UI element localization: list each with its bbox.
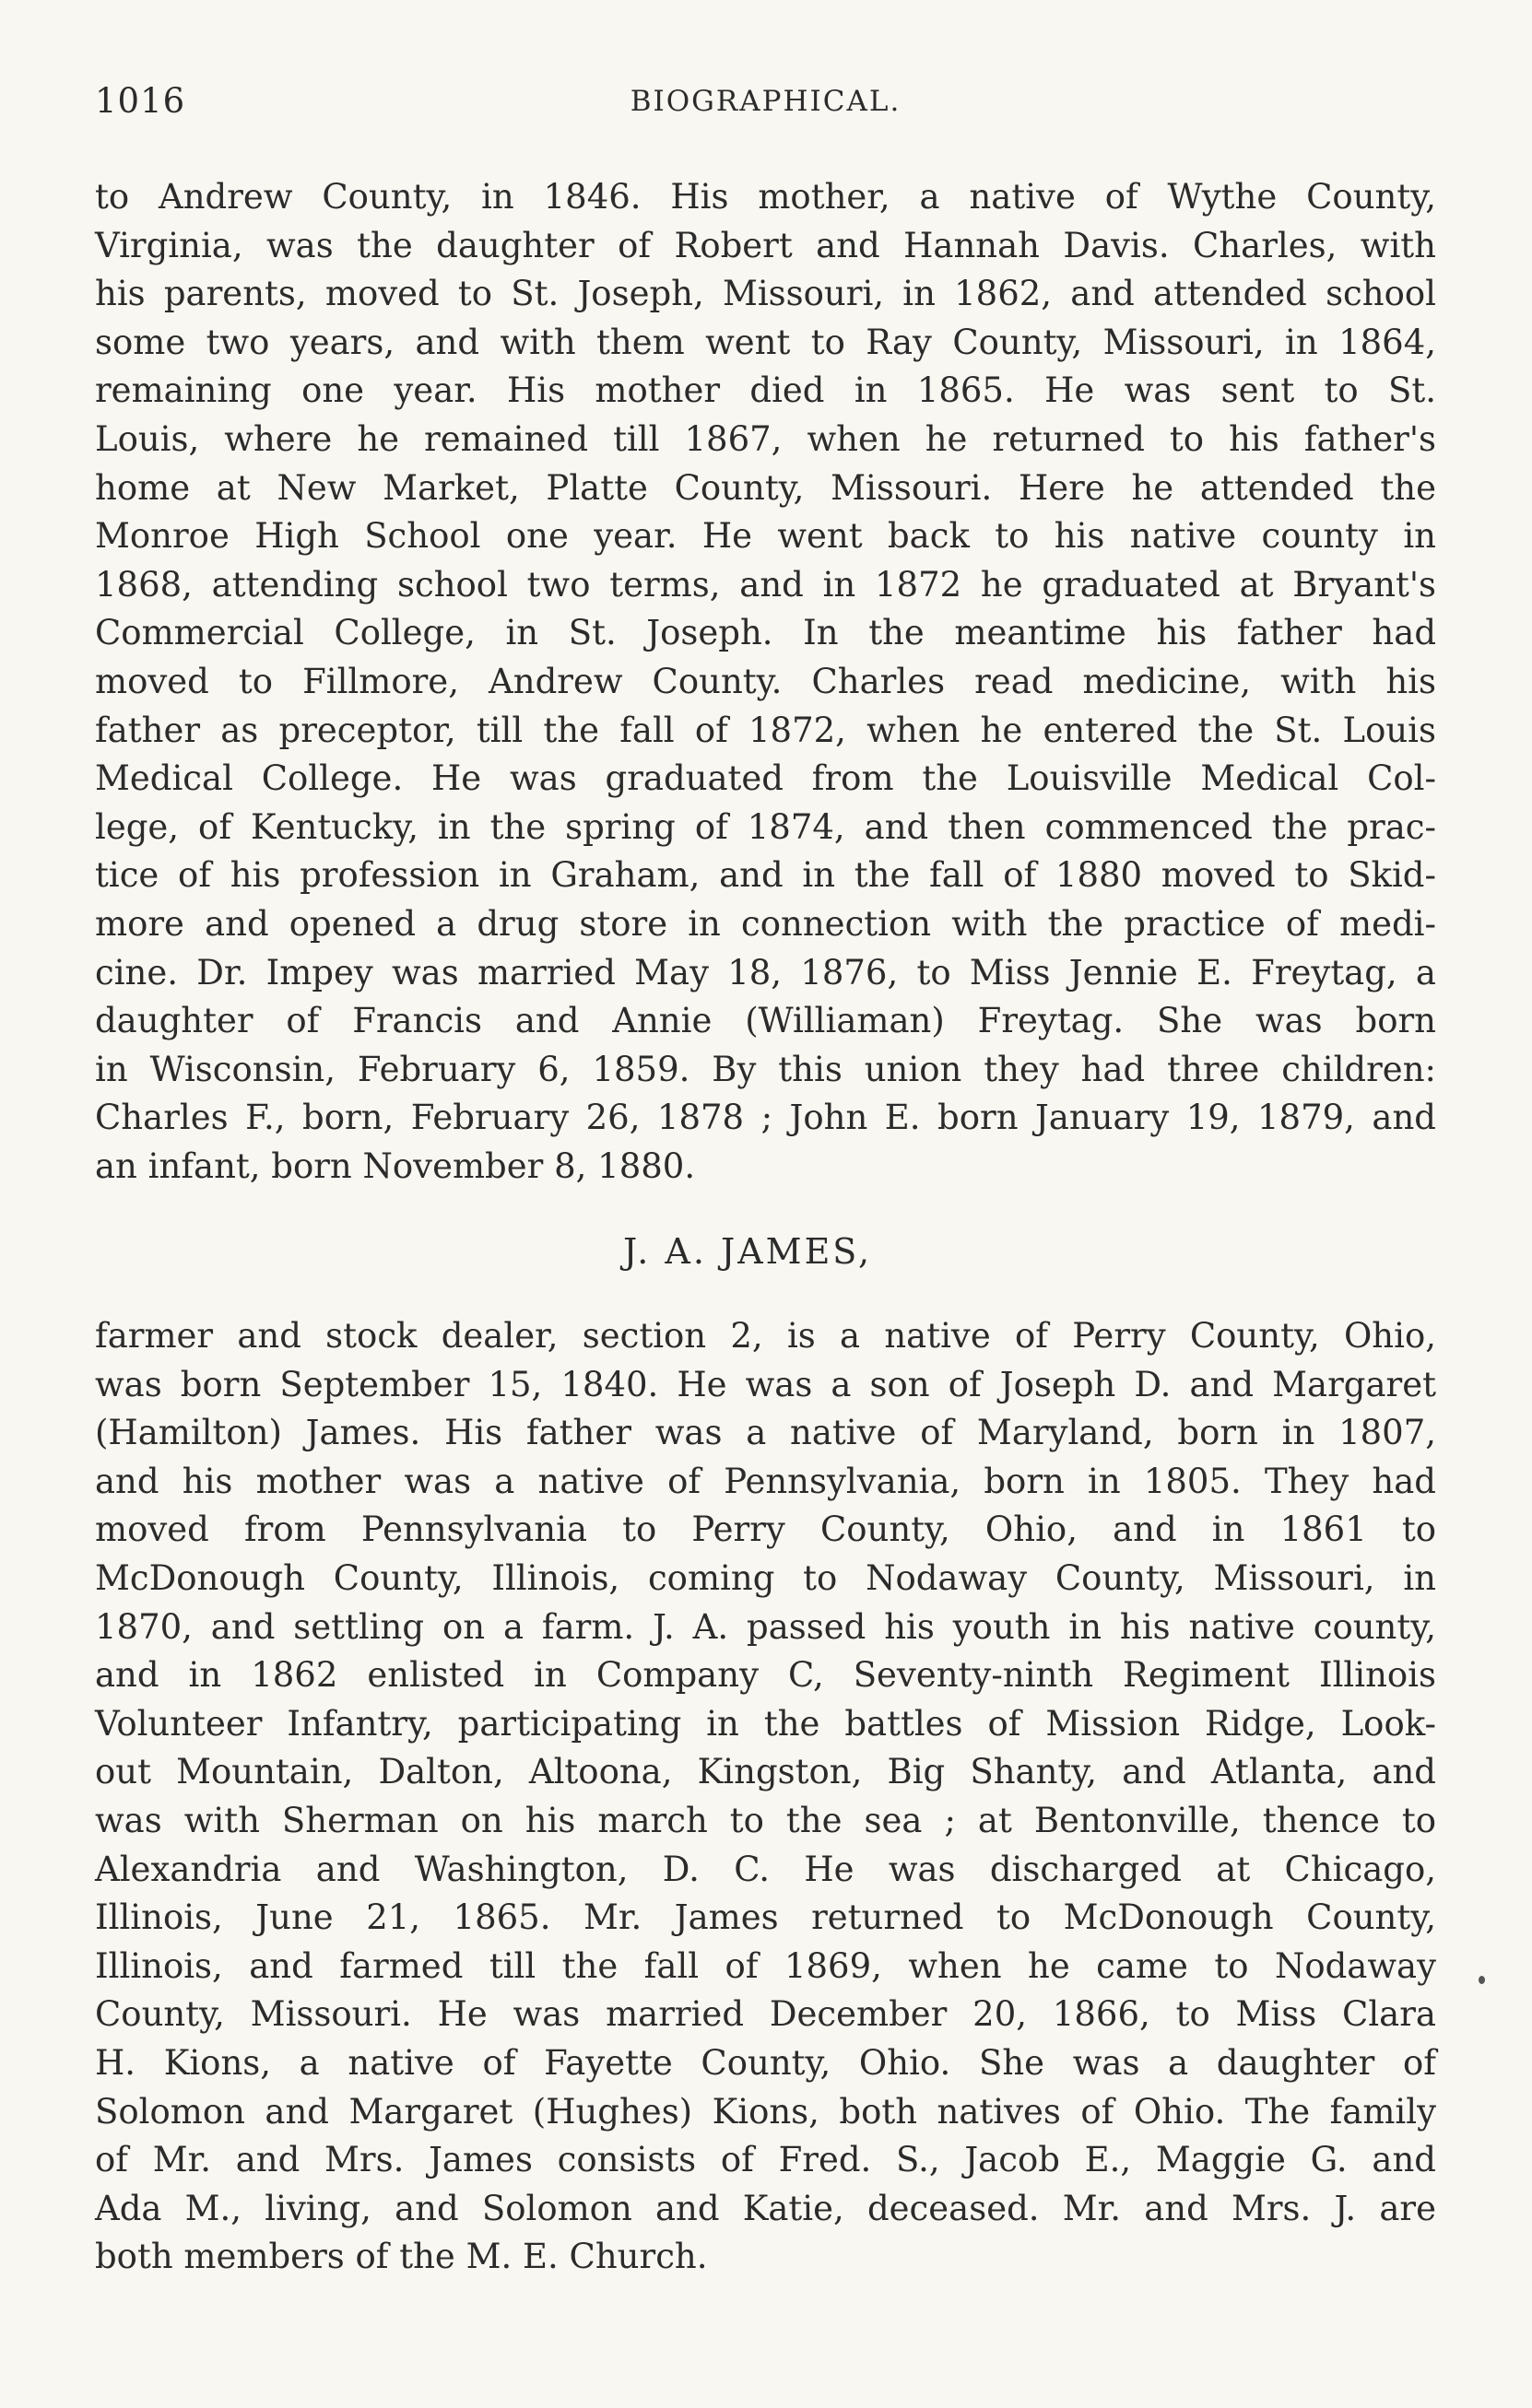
text-line: was with Sherman on his march to the sea ; at Bentonville, thence to: [95, 1800, 1436, 1840]
text-line: more and opened a drug store in connection with the practice of medi-: [95, 903, 1436, 944]
text-line: Virginia, was the daughter of Robert and Hannah Davis. Charles, with: [95, 225, 1436, 265]
text-line: moved from Pennsylvania to Perry County, Ohio, and in 1861 to: [95, 1509, 1436, 1550]
ink-speck: [1479, 1976, 1485, 1984]
text-line: 1868, attending school two terms, and in 1872 he graduated at Bryant's: [95, 564, 1436, 605]
text-line: Volunteer Infantry, participating in the battles of Mission Ridge, Look-: [95, 1703, 1436, 1744]
text-line: cine. Dr. Impey was married May 18, 1876, to Miss Jennie E. Freytag, a: [95, 952, 1436, 993]
text-line: Louis, where he remained till 1867, when he returned to his father's: [95, 418, 1436, 459]
text-line: Ada M., living, and Solomon and Katie, deceased. Mr. and Mrs. J. are: [95, 2188, 1436, 2228]
text-line: moved to Fillmore, Andrew County. Charles read medicine, with his: [95, 661, 1436, 701]
text-line: Solomon and Margaret (Hughes) Kions, both natives of Ohio. The family: [95, 2091, 1436, 2132]
text-line: remaining one year. His mother died in 1865. He was sent to St.: [95, 370, 1436, 411]
text-line: father as preceptor, till the fall of 1872, when he entered the St. Louis: [95, 710, 1436, 750]
text-line: Illinois, and farmed till the fall of 1869, when he came to Nodaway: [95, 1945, 1436, 1986]
text-line: lege, of Kentucky, in the spring of 1874, and then commenced the prac-: [95, 806, 1436, 847]
bio-continued-paragraph: [95, 173, 1436, 1191]
text-line: H. Kions, a native of Fayette County, Ohio. She was a daughter of: [95, 2042, 1436, 2083]
text-line: an infant, born November 8, 1880.: [95, 1145, 696, 1186]
text-line: McDonough County, Illinois, coming to Nodaway County, Missouri, in: [95, 1557, 1436, 1598]
text-line: daughter of Francis and Annie (Williaman) Freytag. She was born: [95, 1001, 1436, 1041]
text-line: both members of the M. E. Church.: [95, 2237, 708, 2277]
text-line: tice of his profession in Graham, and in the fall of 1880 moved to Skid-: [95, 855, 1436, 896]
text-line: Commercial College, in St. Joseph. In the meantime his father had: [95, 613, 1436, 653]
james-biography-paragraph: [95, 1312, 1436, 2282]
text-line: of Mr. and Mrs. James consists of Fred. S., Jacob E., Maggie G. and: [95, 2140, 1436, 2180]
section-heading: J. A. JAMES,: [622, 1231, 873, 1272]
text-line: County, Missouri. He was married December 20, 1866, to Miss Clara: [95, 1994, 1436, 2035]
page-header: [95, 81, 1436, 127]
text-line: Monroe High School one year. He went back to his native county in: [95, 516, 1436, 557]
text-line: home at New Market, Platte County, Missouri. Here he attended the: [95, 467, 1436, 508]
text-line: Illinois, June 21, 1865. Mr. James returned to McDonough County,: [95, 1897, 1436, 1938]
text-line: farmer and stock dealer, section 2, is a native of Perry County, Ohio,: [95, 1316, 1436, 1356]
text-line: Charles F., born, February 26, 1878 ; John E. born January 19, 1879, and: [95, 1098, 1436, 1138]
page-number: 1016: [95, 81, 186, 121]
text-line: (Hamilton) James. His father was a native of Maryland, born in 1807,: [95, 1413, 1436, 1453]
text-line: his parents, moved to St. Joseph, Missouri, in 1862, and attended school: [95, 274, 1436, 314]
text-line: 1870, and settling on a farm. J. A. passed his youth in his native county,: [95, 1606, 1436, 1647]
text-line: and his mother was a native of Pennsylvania, born in 1805. They had: [95, 1461, 1436, 1501]
running-head: BIOGRAPHICAL.: [630, 85, 902, 118]
text-line: some two years, and with them went to Ray County, Missouri, in 1864,: [95, 322, 1436, 362]
text-line: out Mountain, Dalton, Altoona, Kingston, Big Shanty, and Atlanta, and: [95, 1752, 1436, 1792]
text-line: Alexandria and Washington, D. C. He was discharged at Chicago,: [95, 1849, 1436, 1889]
text-line: and in 1862 enlisted in Company C, Seventy-ninth Regiment Illinois: [95, 1655, 1436, 1696]
text-line: was born September 15, 1840. He was a son of Joseph D. and Margaret: [95, 1364, 1436, 1404]
text-line: Medical College. He was graduated from the Louisville Medical Col-: [95, 758, 1436, 799]
text-line: to Andrew County, in 1846. His mother, a native of Wythe County,: [95, 177, 1436, 217]
text-line: in Wisconsin, February 6, 1859. By this union they had three children:: [95, 1049, 1436, 1089]
